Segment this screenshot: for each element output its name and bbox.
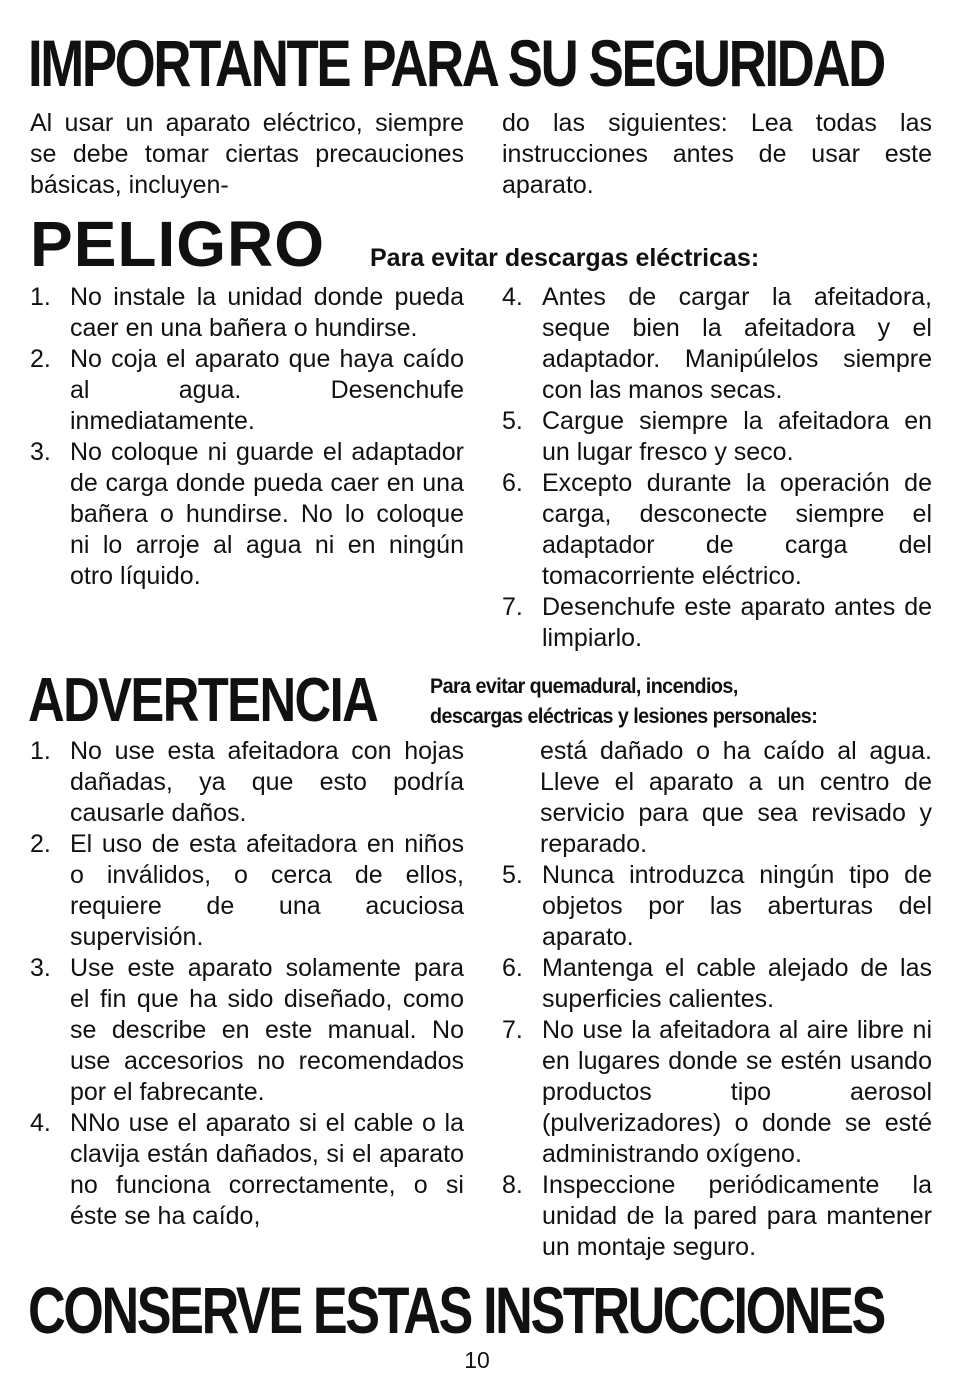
list-item xyxy=(30,282,464,344)
item-text: No use esta afeitadora con hojas dañadas, ya que esto podría causarle daños. xyxy=(70,737,464,827)
item-text: Antes de cargar la afeitadora, seque bien la afeitadora y el adaptador. Manipúlelos siempre con las manos secas. xyxy=(542,283,932,404)
advertencia-subheading-line2: descargas eléctricas y lesiones personales: xyxy=(430,705,818,728)
advertencia-right-column xyxy=(502,736,932,1263)
item-text: No coloque ni guarde el adaptador de carga donde pueda caer en una bañera o hundirse. No lo coloque ni lo arroje al agua ni en ningún otro líquido. xyxy=(70,438,464,590)
item-text: Desenchufe este aparato antes de limpiarlo. xyxy=(542,593,932,652)
list-item xyxy=(502,282,932,406)
list-item xyxy=(502,860,932,953)
item-number: 4. xyxy=(502,283,523,311)
list-item xyxy=(30,736,464,829)
intro-left: Al usar un aparato eléctrico, siempre se debe tomar ciertas precauciones básicas, incluyen- xyxy=(30,109,464,199)
item-number: 5. xyxy=(502,861,523,889)
list-item xyxy=(502,468,932,592)
advertencia-list-left xyxy=(30,736,464,1232)
advertencia-subheading xyxy=(430,672,817,732)
list-item xyxy=(30,829,464,953)
list-item xyxy=(30,344,464,437)
advertencia-list-right xyxy=(502,860,932,1263)
advertencia-heading: ADVERTENCIA xyxy=(28,666,378,735)
item-number: 2. xyxy=(30,345,51,373)
item-text: Inspeccione periódicamente la unidad de la pared para mantener un montaje seguro. xyxy=(542,1171,932,1261)
list-item xyxy=(502,1170,932,1263)
item-text: No coja el aparato que haya caído al agua. Desenchufe inmediatamente. xyxy=(70,345,464,435)
peligro-list-left xyxy=(30,282,464,592)
footer-title: CONSERVE ESTAS INSTRUCCIONES xyxy=(28,1273,884,1347)
item-number: 5. xyxy=(502,407,523,435)
item-number: 3. xyxy=(30,438,51,466)
item-text: Cargue siempre la afeitadora en un lugar fresco y seco. xyxy=(542,407,932,466)
list-item xyxy=(30,1108,464,1232)
peligro-subheading: Para evitar descargas eléctricas: xyxy=(370,244,760,272)
list-item xyxy=(502,1015,932,1170)
item-number: 7. xyxy=(502,593,523,621)
item-text: El uso de esta afeitadora en niños o inválidos, o cerca de ellos, requiere de una acuciosa supervisión. xyxy=(70,830,464,951)
intro-right: do las siguientes: Lea todas las instrucciones antes de usar este aparato. xyxy=(502,109,932,199)
peligro-list-right xyxy=(502,282,932,654)
item-number: 2. xyxy=(30,830,51,858)
item-4-continued: está dañado o ha caído al agua. Lleve el aparato a un centro de servicio para que sea revisado y reparado. xyxy=(540,737,932,858)
item-number: 6. xyxy=(502,469,523,497)
item-text: No use la afeitadora al aire libre ni en lugares donde se estén usando productos tipo aerosol (pulverizadores) o donde se esté administrando oxígeno. xyxy=(542,1016,932,1168)
peligro-heading: PELIGRO xyxy=(30,208,326,280)
item-number: 1. xyxy=(30,283,51,311)
item-number: 4. xyxy=(30,1109,51,1137)
page-title: IMPORTANTE PARA SU SEGURIDAD xyxy=(28,26,884,100)
item-text: Use este aparato solamente para el fin que ha sido diseñado, como se describe en este manual. No use accesorios no recomendados por el fabrecante. xyxy=(70,954,464,1106)
item-number: 3. xyxy=(30,954,51,982)
list-item xyxy=(30,437,464,592)
item-text: NNo use el aparato si el cable o la clavija están dañados, si el aparato no funciona correctamente, o si éste se ha caído, xyxy=(70,1109,464,1230)
item-text: Nunca introduzca ningún tipo de objetos por las aberturas del aparato. xyxy=(542,861,932,951)
item-number: 8. xyxy=(502,1171,523,1199)
item-text: Mantenga el cable alejado de las superficies calientes. xyxy=(542,954,932,1013)
item-text: Excepto durante la operación de carga, desconecte siempre el adaptador de carga del tomacorriente eléctrico. xyxy=(542,469,932,590)
item-number: 1. xyxy=(30,737,51,765)
advertencia-subheading-line1: Para evitar quemadural, incendios, xyxy=(430,675,738,698)
item-number: 7. xyxy=(502,1016,523,1044)
list-item xyxy=(502,953,932,1015)
item-text: No instale la unidad donde pueda caer en una bañera o hundirse. xyxy=(70,283,464,342)
list-item xyxy=(502,406,932,468)
item-number: 6. xyxy=(502,954,523,982)
list-item xyxy=(30,953,464,1108)
page-number: 10 xyxy=(464,1347,490,1373)
list-item xyxy=(502,592,932,654)
